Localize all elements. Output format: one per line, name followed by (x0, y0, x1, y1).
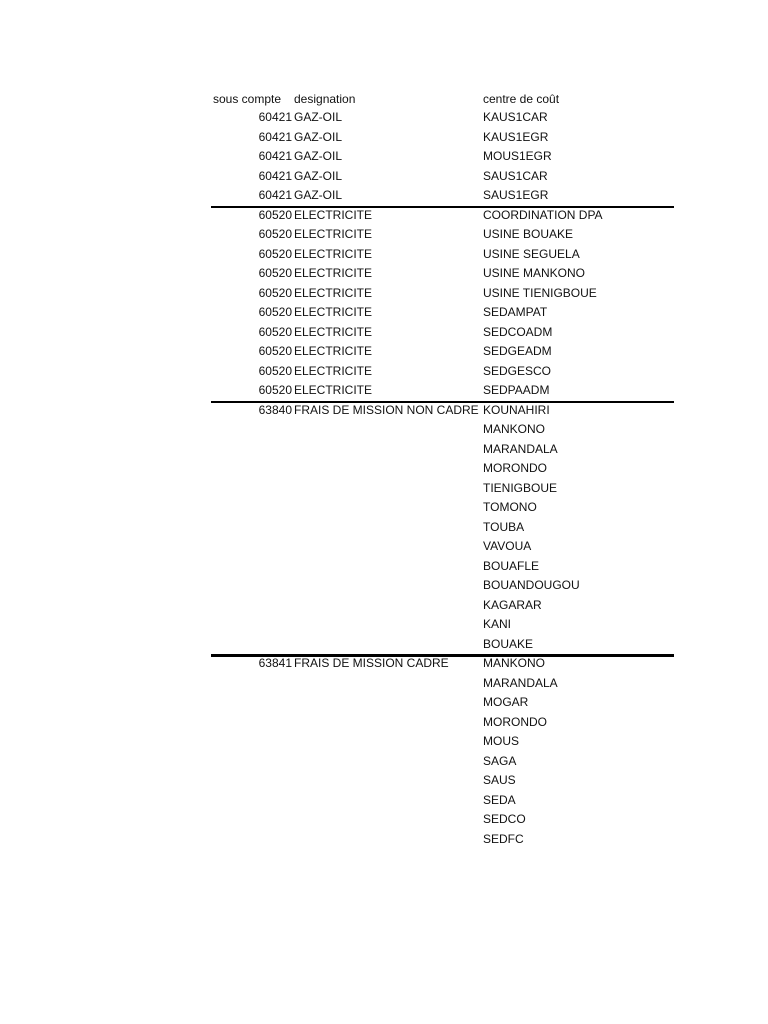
table-row (0, 556, 768, 576)
cell-sous-compte: 60421 (258, 168, 292, 183)
cell-sous-compte: 60520 (258, 227, 292, 241)
table-row (0, 107, 768, 127)
cell-centre-de-cout: SEDGEADM (483, 344, 552, 358)
cell-centre-de-cout: KANI (483, 617, 512, 631)
cell-sous-compte: 60520 (258, 305, 292, 319)
cell-designation: ELECTRICITE (294, 266, 373, 280)
table-row (0, 146, 768, 166)
table-row (0, 458, 768, 478)
cell-designation: GAZ-OIL (294, 188, 343, 202)
table-row (0, 614, 768, 634)
table-row (0, 809, 768, 829)
cell-centre-de-cout: MOGAR (483, 695, 529, 709)
cell-sous-compte: 60421 (258, 110, 292, 124)
table-row (0, 283, 768, 303)
cell-centre-de-cout: USINE BOUAKE (483, 227, 574, 241)
cell-sous-compte: 60520 (258, 207, 292, 222)
header-sous-compte: sous compte (213, 92, 282, 106)
cell-centre-de-cout: SEDFC (483, 831, 524, 846)
table-row (0, 497, 768, 517)
cell-centre-de-cout: MANKONO (483, 656, 546, 670)
table-row (0, 751, 768, 771)
cell-centre-de-cout: BOUANDOUGOU (483, 578, 580, 592)
cell-centre-de-cout: MORONDO (483, 714, 547, 729)
cell-centre-de-cout: USINE MANKONO (483, 266, 586, 280)
cell-centre-de-cout: BOUAKE (483, 636, 534, 651)
table-row (0, 185, 768, 205)
cell-sous-compte: 60520 (258, 285, 292, 300)
group-separator (211, 401, 674, 403)
group-separator (211, 654, 674, 657)
table-row (0, 536, 768, 556)
cell-centre-de-cout: SEDGESCO (483, 363, 552, 378)
cell-centre-de-cout: KAUS1CAR (483, 110, 548, 124)
table-row (0, 263, 768, 283)
cell-centre-de-cout: TOMONO (483, 500, 537, 514)
cell-designation: ELECTRICITE (294, 285, 373, 300)
cell-designation: ELECTRICITE (294, 227, 373, 241)
cell-designation: FRAIS DE MISSION CADRE (294, 656, 449, 670)
cell-designation: ELECTRICITE (294, 363, 373, 378)
table-row (0, 790, 768, 810)
cell-centre-de-cout: USINE SEGUELA (483, 246, 580, 261)
cell-centre-de-cout: TOUBA (483, 519, 525, 534)
cell-centre-de-cout: SAUS1EGR (483, 188, 549, 202)
cell-centre-de-cout: KAUS1EGR (483, 129, 549, 144)
cell-sous-compte: 60520 (258, 383, 292, 397)
cell-centre-de-cout: SEDPAADM (483, 383, 550, 397)
cell-centre-de-cout: BOUAFLE (483, 558, 540, 573)
table-row (0, 731, 768, 751)
table-row (0, 517, 768, 537)
table-row (0, 829, 768, 849)
cell-sous-compte: 60520 (258, 246, 292, 261)
cell-centre-de-cout: SEDCOADM (483, 324, 553, 339)
cell-centre-de-cout: MOUS (483, 734, 519, 748)
cell-centre-de-cout: COORDINATION DPA (483, 207, 603, 222)
cell-sous-compte: 60421 (258, 129, 292, 144)
table-row (0, 341, 768, 361)
cell-centre-de-cout: SAUS (483, 773, 516, 787)
cell-centre-de-cout: KOUNAHIRI (483, 402, 550, 417)
cell-designation: ELECTRICITE (294, 383, 373, 397)
cell-designation: FRAIS DE MISSION NON CADRE (294, 402, 479, 417)
table-row (0, 712, 768, 732)
cell-sous-compte: 60520 (258, 324, 292, 339)
cell-centre-de-cout: MOUS1EGR (483, 149, 552, 163)
cell-designation: GAZ-OIL (294, 168, 343, 183)
header-centre-de-cout: centre de coût (483, 92, 560, 106)
cell-centre-de-cout: VAVOUA (483, 539, 532, 553)
table-row (0, 322, 768, 342)
cell-centre-de-cout: SEDA (483, 792, 516, 807)
table-row (0, 361, 768, 381)
cell-centre-de-cout: SEDCO (483, 812, 526, 826)
cell-centre-de-cout: MARANDALA (483, 675, 558, 690)
cell-sous-compte: 63840 (258, 402, 292, 417)
table-row (0, 770, 768, 790)
table-row (0, 478, 768, 498)
cell-sous-compte: 60520 (258, 363, 292, 378)
table-row (0, 419, 768, 439)
cell-centre-de-cout: MORONDO (483, 461, 547, 475)
table-row (0, 224, 768, 244)
cell-sous-compte: 63841 (258, 656, 292, 670)
table-row (0, 302, 768, 322)
cell-centre-de-cout: MANKONO (483, 422, 546, 436)
cell-centre-de-cout: KAGARAR (483, 597, 542, 612)
table-row (0, 634, 768, 654)
cell-designation: GAZ-OIL (294, 110, 343, 124)
cell-centre-de-cout: USINE TIENIGBOUE (483, 285, 597, 300)
table-row (0, 127, 768, 147)
group-separator (211, 206, 674, 208)
cell-centre-de-cout: SEDAMPAT (483, 305, 548, 319)
cell-sous-compte: 60421 (258, 149, 292, 163)
cell-designation: GAZ-OIL (294, 129, 343, 144)
cell-designation: ELECTRICITE (294, 246, 373, 261)
cell-centre-de-cout: MARANDALA (483, 441, 558, 456)
table-row (0, 692, 768, 712)
table-row (0, 244, 768, 264)
table-row (0, 595, 768, 615)
cell-designation: GAZ-OIL (294, 149, 343, 163)
table-row (0, 439, 768, 459)
header-designation: designation (294, 92, 356, 106)
table-row (0, 673, 768, 693)
table-row (0, 575, 768, 595)
cell-sous-compte: 60421 (258, 188, 292, 202)
cell-sous-compte: 60520 (258, 344, 292, 358)
cell-centre-de-cout: SAGA (483, 753, 517, 768)
cell-designation: ELECTRICITE (294, 344, 373, 358)
cell-centre-de-cout: SAUS1CAR (483, 168, 548, 183)
cell-centre-de-cout: TIENIGBOUE (483, 480, 558, 495)
cell-designation: ELECTRICITE (294, 324, 373, 339)
table-row (0, 380, 768, 400)
cell-sous-compte: 60520 (258, 266, 292, 280)
cell-designation: ELECTRICITE (294, 207, 373, 222)
cell-designation: ELECTRICITE (294, 305, 373, 319)
table-row (0, 166, 768, 186)
